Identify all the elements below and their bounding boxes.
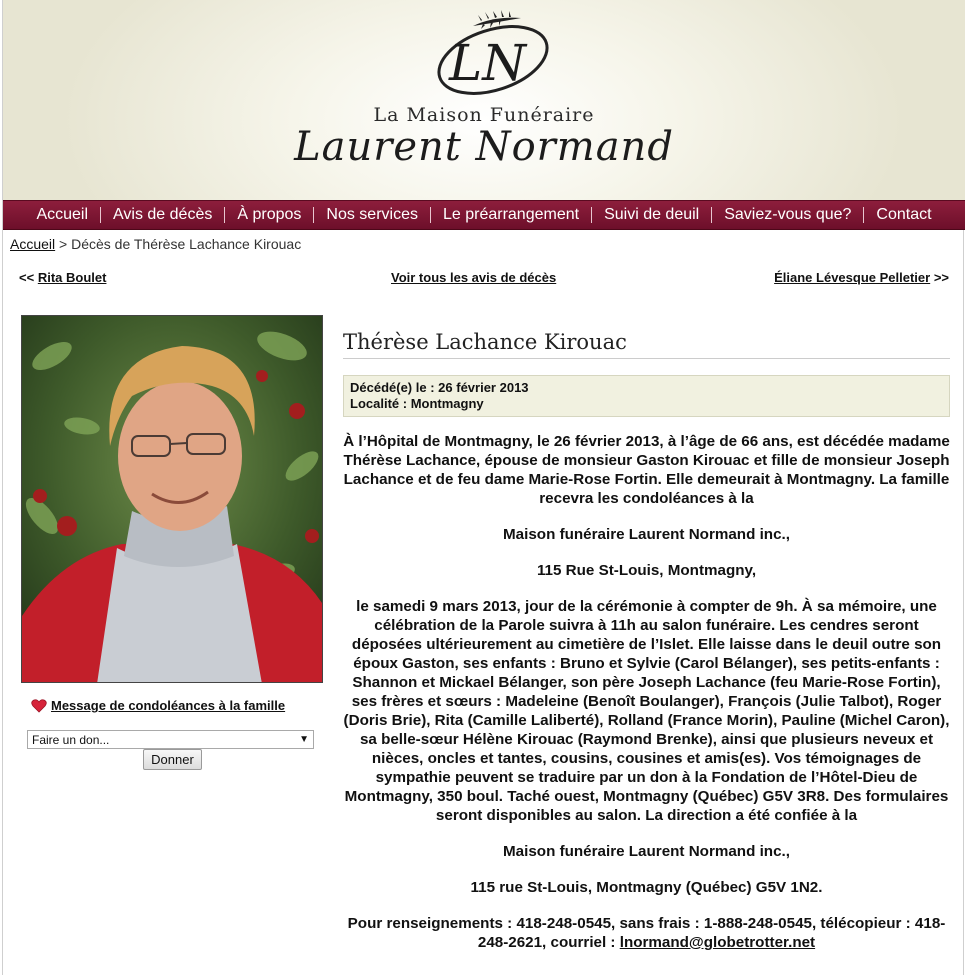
main-navigation xyxy=(3,200,965,230)
nav-item-nos-services[interactable]: Nos services xyxy=(326,206,418,223)
obituary-paragraph: Maison funéraire Laurent Normand inc., xyxy=(503,843,790,860)
death-date-value: 26 février 2013 xyxy=(438,380,529,395)
breadcrumb-current: > Décès de Thérèse Lachance Kirouac xyxy=(59,236,302,252)
all-obituaries-link[interactable]: Voir tous les avis de décès xyxy=(391,270,557,285)
page xyxy=(2,0,964,975)
death-date-label: Décédé(e) le : xyxy=(350,380,435,395)
site-header xyxy=(3,0,965,200)
nav-item-suivi-de-deuil[interactable]: Suivi de deuil xyxy=(604,206,700,223)
brand-subtitle: La Maison Funéraire xyxy=(373,104,595,126)
nav-item-avis-de-deces[interactable]: Avis de décès xyxy=(113,206,213,223)
obituary-paragraph: 115 rue St-Louis, Montmagny (Québec) G5V 1N2. xyxy=(470,879,823,896)
contact-text: Pour renseignements : 418-248-0545, sans frais : 1-888-248-0545, télécopieur : 418-248-2621, courriel : xyxy=(347,915,946,951)
contact-paragraph xyxy=(343,914,950,952)
heart-icon xyxy=(31,698,47,713)
nav-item-prearrangement[interactable]: Le préarrangement xyxy=(442,206,580,223)
obituary-text xyxy=(343,432,950,969)
locality-label: Localité : xyxy=(350,396,408,411)
breadcrumb xyxy=(10,236,301,252)
next-obituary xyxy=(774,270,949,285)
nav-item-accueil[interactable]: Accueil xyxy=(36,206,89,223)
nav-item-contact[interactable]: Contact xyxy=(876,206,932,223)
brand-name[interactable]: Laurent Normand xyxy=(294,124,674,170)
monogram-text: LN xyxy=(449,34,526,92)
donation-select-value: Faire un don... xyxy=(32,732,110,747)
next-arrow: >> xyxy=(933,270,949,285)
prev-arrow: << xyxy=(19,270,35,285)
next-obituary-link[interactable]: Éliane Lévesque Pelletier xyxy=(774,270,931,285)
condolence-message xyxy=(31,698,285,713)
obituary-paragraph: le samedi 9 mars 2013, jour de la cérémonie à compter de 9h. À sa mémoire, une célébration de la Parole suivra à 11h au salon funéraire. Les cendres seront déposées ultérieurement au cimetière de l’Islet. Elle laisse dans le deuil outre son époux Gaston, ses enfants : Bruno et Sylvie (Carol Bélanger), ses petits-enfants : Shannon et Mickael Bélanger, son père Joseph Lachance (feu Marie-Rose Fortin), ses frères et sœurs : Madeleine (Benoît Boulanger), François (Julie Talbot), Roger (Doris Brie), Rita (Camille Laliberté), Rolland (France Morin), Pauline (Michel Caron), sa belle-sœur Hélène Kirouac (Raymond Brenke), ainsi que plusieurs neveux et nièces, oncles et tantes, cousins, cousines et amis(es). Vos témoignages de sympathie peuvent se traduire par un don à la Fondation de l’Hôtel-Dieu de Montmagny, 350 boul. Taché ouest, Montmagny (Québec) G5V 3R8. Des formulaires seront disponibles au salon. La direction a été confiée à la xyxy=(343,598,950,824)
brand-monogram-logo[interactable] xyxy=(303,4,663,104)
death-info-box xyxy=(343,375,950,417)
email-link[interactable]: lnormand@globetrotter.net xyxy=(619,934,816,951)
obituary-paragraph: 115 Rue St-Louis, Montmagny, xyxy=(536,562,757,579)
obituary-pagination xyxy=(19,270,949,288)
previous-obituary xyxy=(19,270,106,285)
locality-value: Montmagny xyxy=(410,396,484,411)
nav-item-a-propos[interactable]: À propos xyxy=(237,206,302,223)
deceased-photo xyxy=(21,315,323,683)
death-date xyxy=(350,380,943,396)
locality xyxy=(350,396,943,412)
donate-button[interactable]: Donner xyxy=(143,749,202,770)
breadcrumb-home-link[interactable]: Accueil xyxy=(10,236,56,252)
condolence-link[interactable]: Message de condoléances à la famille xyxy=(51,698,286,713)
obituary-paragraph: Maison funéraire Laurent Normand inc., xyxy=(503,526,790,543)
deceased-name: Thérèse Lachance Kirouac xyxy=(343,330,950,359)
chevron-down-icon: ▼ xyxy=(299,734,309,745)
donation-select[interactable] xyxy=(27,730,314,749)
nav-item-saviez-vous[interactable]: Saviez-vous que? xyxy=(724,206,852,223)
obituary-paragraph: À l’Hôpital de Montmagny, le 26 février 2013, à l’âge de 66 ans, est décédée madame Thérèse Lachance, épouse de monsieur Gaston Kirouac et fille de monsieur Joseph Lachance et de feu dame Marie-Rose Fortin. Elle demeurait à Montmagny. La famille recevra les condoléances à la xyxy=(343,433,950,507)
previous-obituary-link[interactable]: Rita Boulet xyxy=(37,270,107,285)
